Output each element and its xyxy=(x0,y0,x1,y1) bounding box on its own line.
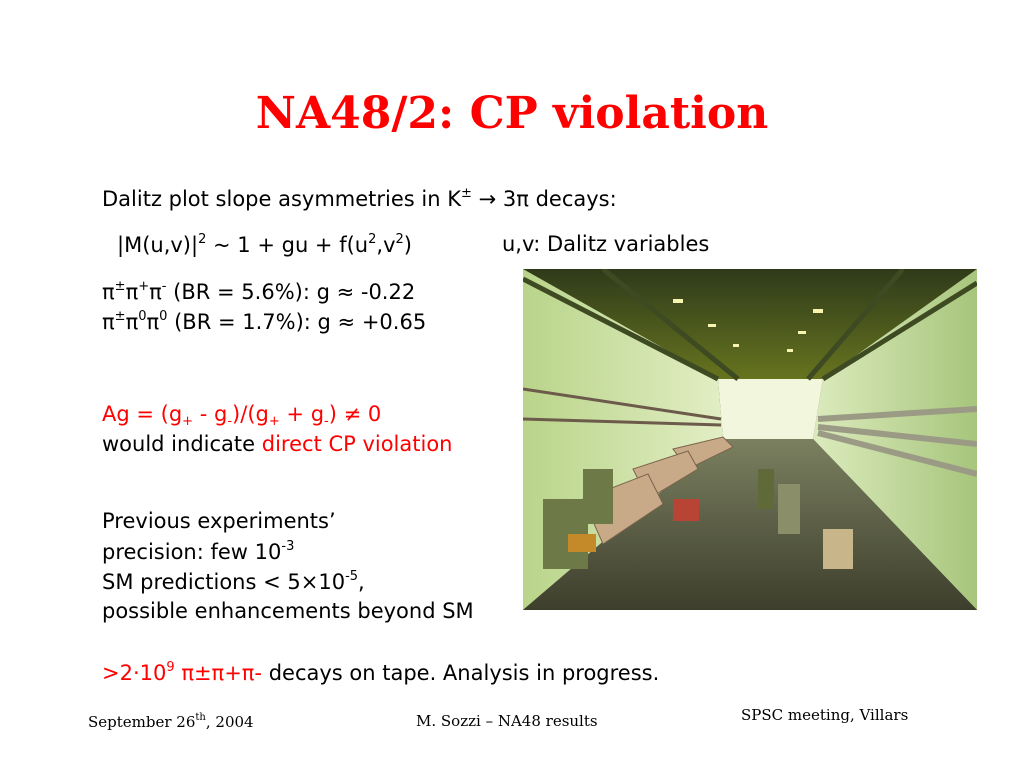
formula-part: ) ≠ 0 xyxy=(328,402,382,426)
intro-line xyxy=(102,186,617,211)
charge: ± xyxy=(114,279,126,294)
intro-prefix: Dalitz plot slope asymmetries in K xyxy=(102,187,462,211)
dalitz-variables-note: u,v: Dalitz variables xyxy=(502,232,710,256)
pi: π xyxy=(125,310,139,334)
decay-mode-values: (BR = 5.6%): g ≈ -0.22 xyxy=(166,280,416,304)
formula-sub: + xyxy=(182,414,194,429)
pi: π xyxy=(146,310,160,334)
formula-part: Ag = (g xyxy=(102,402,183,426)
formula-part: + g xyxy=(279,402,325,426)
matrix-element-line xyxy=(117,232,412,257)
direct-cp-highlight: direct CP violation xyxy=(261,432,453,456)
charge: - xyxy=(161,279,167,294)
footer-date-sup: th xyxy=(195,712,206,723)
previous-line-3 xyxy=(102,569,365,594)
footer-date xyxy=(88,712,254,731)
tape-status: decays on tape. Analysis in progress. xyxy=(262,661,660,685)
direct-cp-line xyxy=(102,432,453,456)
pi: π xyxy=(125,280,139,304)
intro-suffix: decays: xyxy=(528,187,617,211)
previous-line-1: Previous experiments’ xyxy=(102,509,336,533)
formula-part: - g xyxy=(193,402,228,426)
pi-symbol: π xyxy=(516,187,529,211)
matrix-exp: 2 xyxy=(395,232,404,247)
matrix-exp: 2 xyxy=(198,232,207,247)
formula-part: )/(g xyxy=(232,402,269,426)
tape-line xyxy=(102,660,659,685)
experiment-tunnel-photo xyxy=(523,269,977,610)
formula-sub: - xyxy=(324,414,329,429)
formula-sub: - xyxy=(227,414,233,429)
asymmetry-formula xyxy=(102,402,381,429)
matrix-part: ,v xyxy=(376,233,396,257)
arrow-text: → 3 xyxy=(471,187,517,211)
pi: π xyxy=(102,280,115,304)
sm-prediction-text: SM predictions < 5×10 xyxy=(102,570,346,594)
tape-count: >2·10 xyxy=(102,661,167,685)
decay-mode-values: (BR = 1.7%): g ≈ +0.65 xyxy=(167,310,427,334)
matrix-exp: 2 xyxy=(368,232,377,247)
footer-year: , 2004 xyxy=(205,713,254,731)
decay-mode-charged xyxy=(102,279,415,304)
sm-prediction-end: , xyxy=(358,570,365,594)
direct-cp-prefix: would indicate xyxy=(102,432,262,456)
footer-date-text: September 26 xyxy=(88,713,196,731)
charge: + xyxy=(138,279,150,294)
previous-line-4: possible enhancements beyond SM xyxy=(102,599,474,623)
charge: 0 xyxy=(159,309,168,324)
charge: ± xyxy=(114,309,126,324)
previous-line-2 xyxy=(102,539,294,564)
matrix-part: ) xyxy=(403,233,412,257)
decay-mode-neutral xyxy=(102,309,426,334)
matrix-part: |M(u,v)| xyxy=(117,233,199,257)
pi: π xyxy=(102,310,115,334)
footer-author: M. Sozzi – NA48 results xyxy=(416,712,598,730)
pi: π xyxy=(149,280,162,304)
matrix-part: ~ 1 + gu + f(u xyxy=(206,233,369,257)
sm-prediction-exp: -5 xyxy=(345,569,359,584)
tape-mode: π±π+π- xyxy=(174,661,263,685)
precision-text: precision: few 10 xyxy=(102,540,282,564)
plus-minus-sup: ± xyxy=(461,186,472,201)
slide-title: NA48/2: CP violation xyxy=(255,88,769,139)
footer-meeting: SPSC meeting, Villars xyxy=(741,706,909,724)
charge: 0 xyxy=(138,309,147,324)
precision-exp: -3 xyxy=(281,539,295,554)
tape-exp: 9 xyxy=(166,660,175,675)
formula-sub: + xyxy=(268,414,280,429)
